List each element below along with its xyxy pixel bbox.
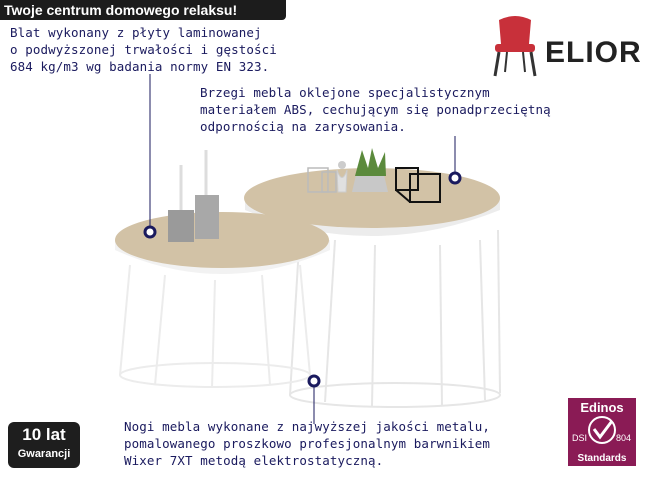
brand-name: ELIOR <box>545 36 642 69</box>
large-table-frame <box>290 230 500 407</box>
callout-line: pomalowanego proszkowo profesjonalnym barwnikiem <box>124 436 491 451</box>
callout-line: Blat wykonany z płyty laminowanej <box>10 25 262 40</box>
badge-subtitle: Standards <box>577 453 627 464</box>
checkmark-icon <box>568 415 636 445</box>
callout-line: Nogi mebla wykonane z najwyższej jakości metalu, <box>124 419 491 434</box>
callout-line: Brzegi mebla oklejone specjalistycznym <box>200 85 490 100</box>
callout-line: 684 kg/m3 wg badania normy EN 323. <box>10 59 270 74</box>
badge-number: 804 <box>616 433 632 443</box>
candle-holders <box>168 150 219 242</box>
callout-line: o podwyższonej trwałości i gęstości <box>10 42 277 57</box>
badge-title: Edinos <box>580 400 624 415</box>
warranty-years: 10 lat <box>22 425 66 444</box>
small-table-frame <box>120 265 310 388</box>
callout-line: materiałem ABS, cechującym się ponadprzeciętną <box>200 102 551 117</box>
promo-banner: Twoje centrum domowego relaksu! <box>0 0 286 20</box>
badge-dsi: DSI <box>572 433 588 443</box>
quality-badge <box>568 398 636 466</box>
callout-line: Wixer 7XT metodą elektrostatyczną. <box>124 453 384 468</box>
callout-line: odpornością na zarysowania. <box>200 119 406 134</box>
warranty-label: Gwarancji <box>17 448 71 460</box>
warranty-badge <box>8 422 80 468</box>
